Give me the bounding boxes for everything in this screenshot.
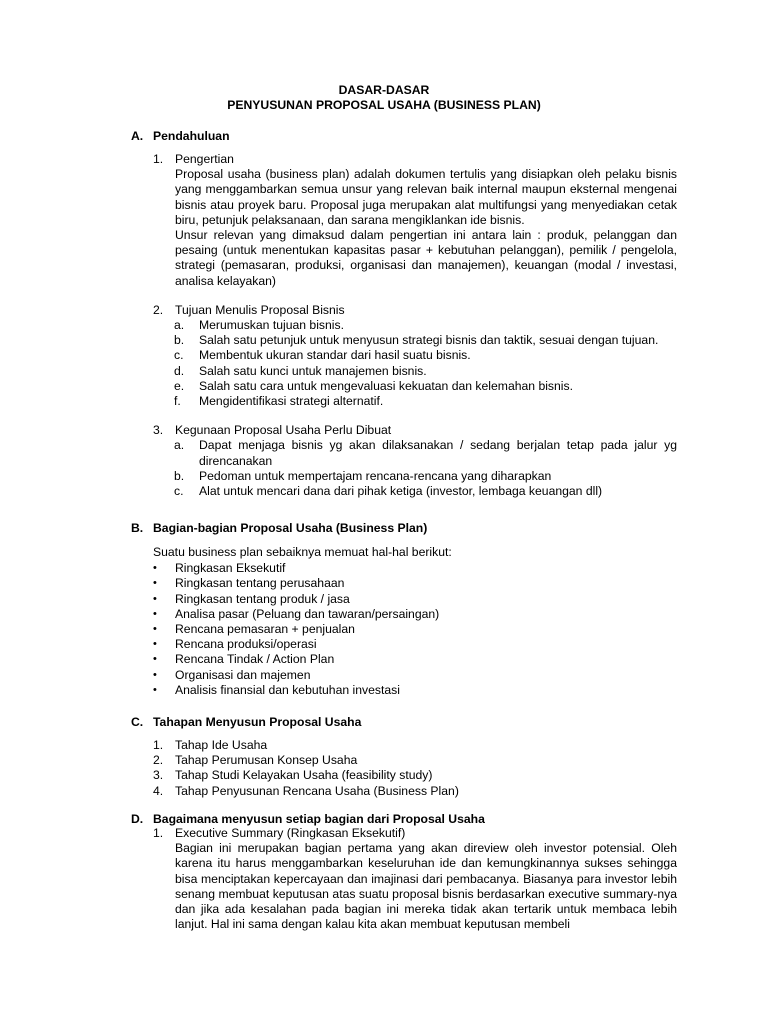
item-tujuan xyxy=(153,303,677,318)
item-number: 2. xyxy=(153,302,164,317)
bullet-item: • Organisasi dan majemen xyxy=(153,667,311,682)
section-b-heading xyxy=(131,521,427,536)
list-item: c. Membentuk ukuran standar dari hasil suatu bisnis. xyxy=(174,348,471,363)
bullet-item: • Rencana Tindak / Action Plan xyxy=(153,652,335,667)
item-number: 1. xyxy=(153,152,164,166)
section-c-heading xyxy=(131,715,361,730)
item-label: Kegunaan Proposal Usaha Perlu Dibuat xyxy=(175,423,392,438)
item-label: Executive Summary (Ringkasan Eksekutif) xyxy=(175,826,406,840)
paragraph: Bagian ini merupakan bagian pertama yang akan direview oleh investor potensial. Oleh karena itu harus menggambarkan keseluruhan ide dan kemungkinannya sukses sehingga bisa menciptakan kepercayaan dan imajinasi dari pembacanya. Biasanya para investor lebih senang membuat keputusan atas suatu proposal bisnis berdasarkan executive summary-nya dan jika ada kesalahan pada bagian ini mereka tidak akan tertarik untuk membaca lebih lanjut. Hal ini sama dengan kalau kita akan membuat keputusan membeli xyxy=(175,841,677,932)
section-title: Bagaimana menyusun setiap bagian dari Proposal Usaha xyxy=(153,812,485,826)
item-number: 1. xyxy=(153,826,164,840)
title-line-1: DASAR-DASAR xyxy=(338,83,430,97)
paragraph: Unsur relevan yang dimaksud dalam pengertian ini antara lain : produk, pelanggan dan pesaing (untuk menentukan kapasitas pasar + kebutuhan pelanggan), pemilik / pengelola, strategi (pemasaran, produksi, organisasi dan manajemen), keuangan (modal / investasi, analisa kelayakan) xyxy=(175,228,677,288)
item-label: Pengertian xyxy=(175,152,234,166)
section-a-heading xyxy=(131,129,230,144)
section-title: Bagian-bagian Proposal Usaha (Business Plan) xyxy=(153,521,428,535)
section-b-body xyxy=(153,545,677,698)
item-number: 3. xyxy=(153,423,164,438)
list-item: a. Merumuskan tujuan bisnis. xyxy=(174,318,344,333)
section-title: Pendahuluan xyxy=(153,129,230,143)
title-line-2: PENYUSUNAN PROPOSAL USAHA (BUSINESS PLAN) xyxy=(227,98,541,112)
section-a-body xyxy=(153,152,677,499)
list-item: d. Salah satu kunci untuk manajemen bisnis. xyxy=(174,363,427,378)
list-item: 2. Tahap Perumusan Konsep Usaha xyxy=(153,753,358,768)
list-item: b. Pedoman untuk mempertajam rencana-rencana yang diharapkan xyxy=(174,468,552,483)
list-item: e. Salah satu cara untuk mengevaluasi kekuatan dan kelemahan bisnis. xyxy=(174,378,573,393)
list-item: 1. Tahap Ide Usaha xyxy=(153,738,268,752)
item-executive-summary xyxy=(153,826,677,932)
section-letter: A. xyxy=(131,129,144,143)
item-label: Tujuan Menulis Proposal Bisnis xyxy=(175,302,345,317)
bullet-item: • Analisis finansial dan kebutuhan investasi xyxy=(153,682,400,697)
list-item: f. Mengidentifikasi strategi alternatif. xyxy=(174,394,384,409)
bullet-item: • Ringkasan tentang produk / jasa xyxy=(153,591,350,606)
list-item: b. Salah satu petunjuk untuk menyusun strategi bisnis dan taktik, sesuai dengan tujuan. xyxy=(174,333,659,348)
item-pengertian xyxy=(153,152,677,289)
list-item: a. Dapat menjaga bisnis yg akan dilaksanakan / sedang berjalan tetap pada jalur yg direncanakan xyxy=(174,438,677,468)
list-item: c. Alat untuk mencari dana dari pihak ketiga (investor, lembaga keuangan dll) xyxy=(174,484,603,499)
section-letter: B. xyxy=(131,521,144,535)
bullet-item: • Rencana pemasaran + penjualan xyxy=(153,622,355,637)
bullet-item: • Ringkasan Eksekutif xyxy=(153,561,286,576)
section-d-heading xyxy=(131,812,485,827)
list-item: 3. Tahap Studi Kelayakan Usaha (feasibility study) xyxy=(153,768,433,783)
section-d-body xyxy=(153,826,677,932)
list-item: 4. Tahap Penyusunan Rencana Usaha (Business Plan) xyxy=(153,783,459,798)
bullet-item: • Ringkasan tentang perusahaan xyxy=(153,576,345,591)
bullet-item: • Analisa pasar (Peluang dan tawaran/persaingan) xyxy=(153,606,440,621)
intro-text: Suatu business plan sebaiknya memuat hal-hal berikut: xyxy=(153,545,452,559)
section-c-body xyxy=(153,738,677,799)
section-title: Tahapan Menyusun Proposal Usaha xyxy=(153,715,362,729)
section-letter: C. xyxy=(131,715,144,729)
item-kegunaan xyxy=(153,423,677,438)
tujuan-list xyxy=(153,318,677,409)
bullet-item: • Rencana produksi/operasi xyxy=(153,637,317,652)
section-letter: D. xyxy=(131,812,144,826)
paragraph: Proposal usaha (business plan) adalah dokumen tertulis yang disiapkan oleh pelaku bisnis yang menggambarkan semua unsur yang relevan baik internal maupun eksternal mengenai bisnis atau proyek baru. Proposal juga merupakan alat multifungsi yang menyediakan cetak biru, petunjuk pelaksanaan, dan sarana mengiklankan ide bisnis. xyxy=(175,167,677,227)
kegunaan-list xyxy=(153,438,677,499)
